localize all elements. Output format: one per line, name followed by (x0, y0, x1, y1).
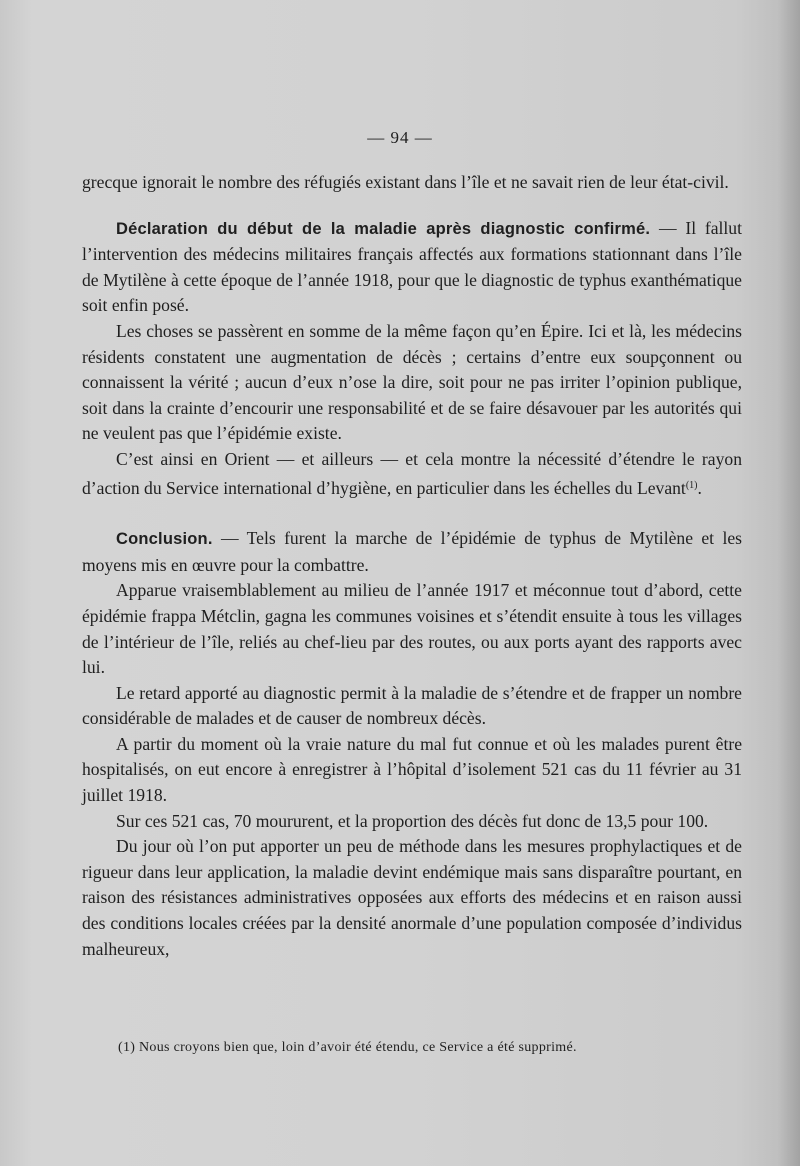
page-number: — 94 — (367, 128, 433, 147)
paragraph-conclusion-text: — Tels furent la marche de l’épidémie de typhus de Mytilène et les moyens mis en œuvre pour la combattre. (82, 528, 742, 575)
paragraph-6: Apparue vraisemblablement au milieu de l’année 1917 et méconnue tout d’abord, cette épidémie frappa Métclin, gagna les communes voisines et s’étendit ensuite à tous les villages de l’intérieur de l’île, reliés au chef-lieu par des routes, ou aux ports ayant des rapports avec lui. (82, 580, 742, 678)
paragraph-9: Sur ces 521 cas, 70 moururent, et la proportion des décès fut donc de 13,5 pour 100. (116, 810, 709, 831)
paragraph-3: Les choses se passèrent en somme de la même façon qu’en Épire. Ici et là, les médecins résidents constatent une augmentation de décès ; certains d’entre eux soupçonnent ou connaissent la vérité ; aucun d’eux n’ose la dire, soit pour ne pas irriter l’opinion publique, soit dans la crainte d’encourir une responsabilité et de se faire désavouer par les autorités qui ne veulent pas que l’épidémie existe. (82, 320, 742, 444)
paragraph-4-text: C’est ainsi en Orient — et ailleurs — et cela montre la nécessité d’étendre le rayon d’action du Service international d’hygiène, en particulier dans les échelles du Levant (82, 448, 742, 498)
paragraph-8: A partir du moment où la vraie nature du mal fut connue et où les malades purent être hospitalisés, on eut encore à enregistrer à l’hôpital d’isolement 521 cas du 11 février au 31 juillet 1918. (82, 733, 742, 806)
paragraph-4-end: . (697, 477, 702, 498)
paragraph-declaration-text: — Il fallut l’intervention des médecins militaires français affectés aux formations stationnant dans l’île de Mytilène à cette époque de l’année 1918, pour que le diagnostic de typhus exanthématique soit enfin posé. (82, 217, 742, 316)
paragraph-10: Du jour où l’on put apporter un peu de méthode dans les mesures prophylactiques et de rigueur dans leur application, la maladie devint endémique mais sans disparaître pourtant, en raison des résistances administratives opposées aux efforts des médecins et en raison aussi des conditions locales créées par la densité anormale d’une population composée d’individus malheureux, (82, 836, 742, 959)
footnote-reference: (1) (685, 479, 698, 491)
page-edge-shadow (778, 0, 800, 1166)
section-heading-declaration: Déclaration du début de la maladie après diagnostic confirmé. (116, 219, 651, 238)
paragraph-declaration (82, 216, 742, 319)
paragraph-conclusion (82, 526, 742, 578)
body-text (82, 170, 742, 962)
paragraph-7: Le retard apporté au diagnostic permit à la maladie de s’étendre et de frapper un nombre considérable de malades et de causer de nombreux décès. (82, 682, 742, 729)
paragraph-4 (82, 447, 742, 501)
paragraph-1: grecque ignorait le nombre des réfugiés existant dans l’île et ne savait rien de leur état-civil. (82, 172, 729, 192)
section-heading-conclusion: Conclusion. (116, 530, 213, 549)
footnote: (1) Nous croyons bien que, loin d’avoir été étendu, ce Service a été supprimé. (118, 1040, 577, 1055)
